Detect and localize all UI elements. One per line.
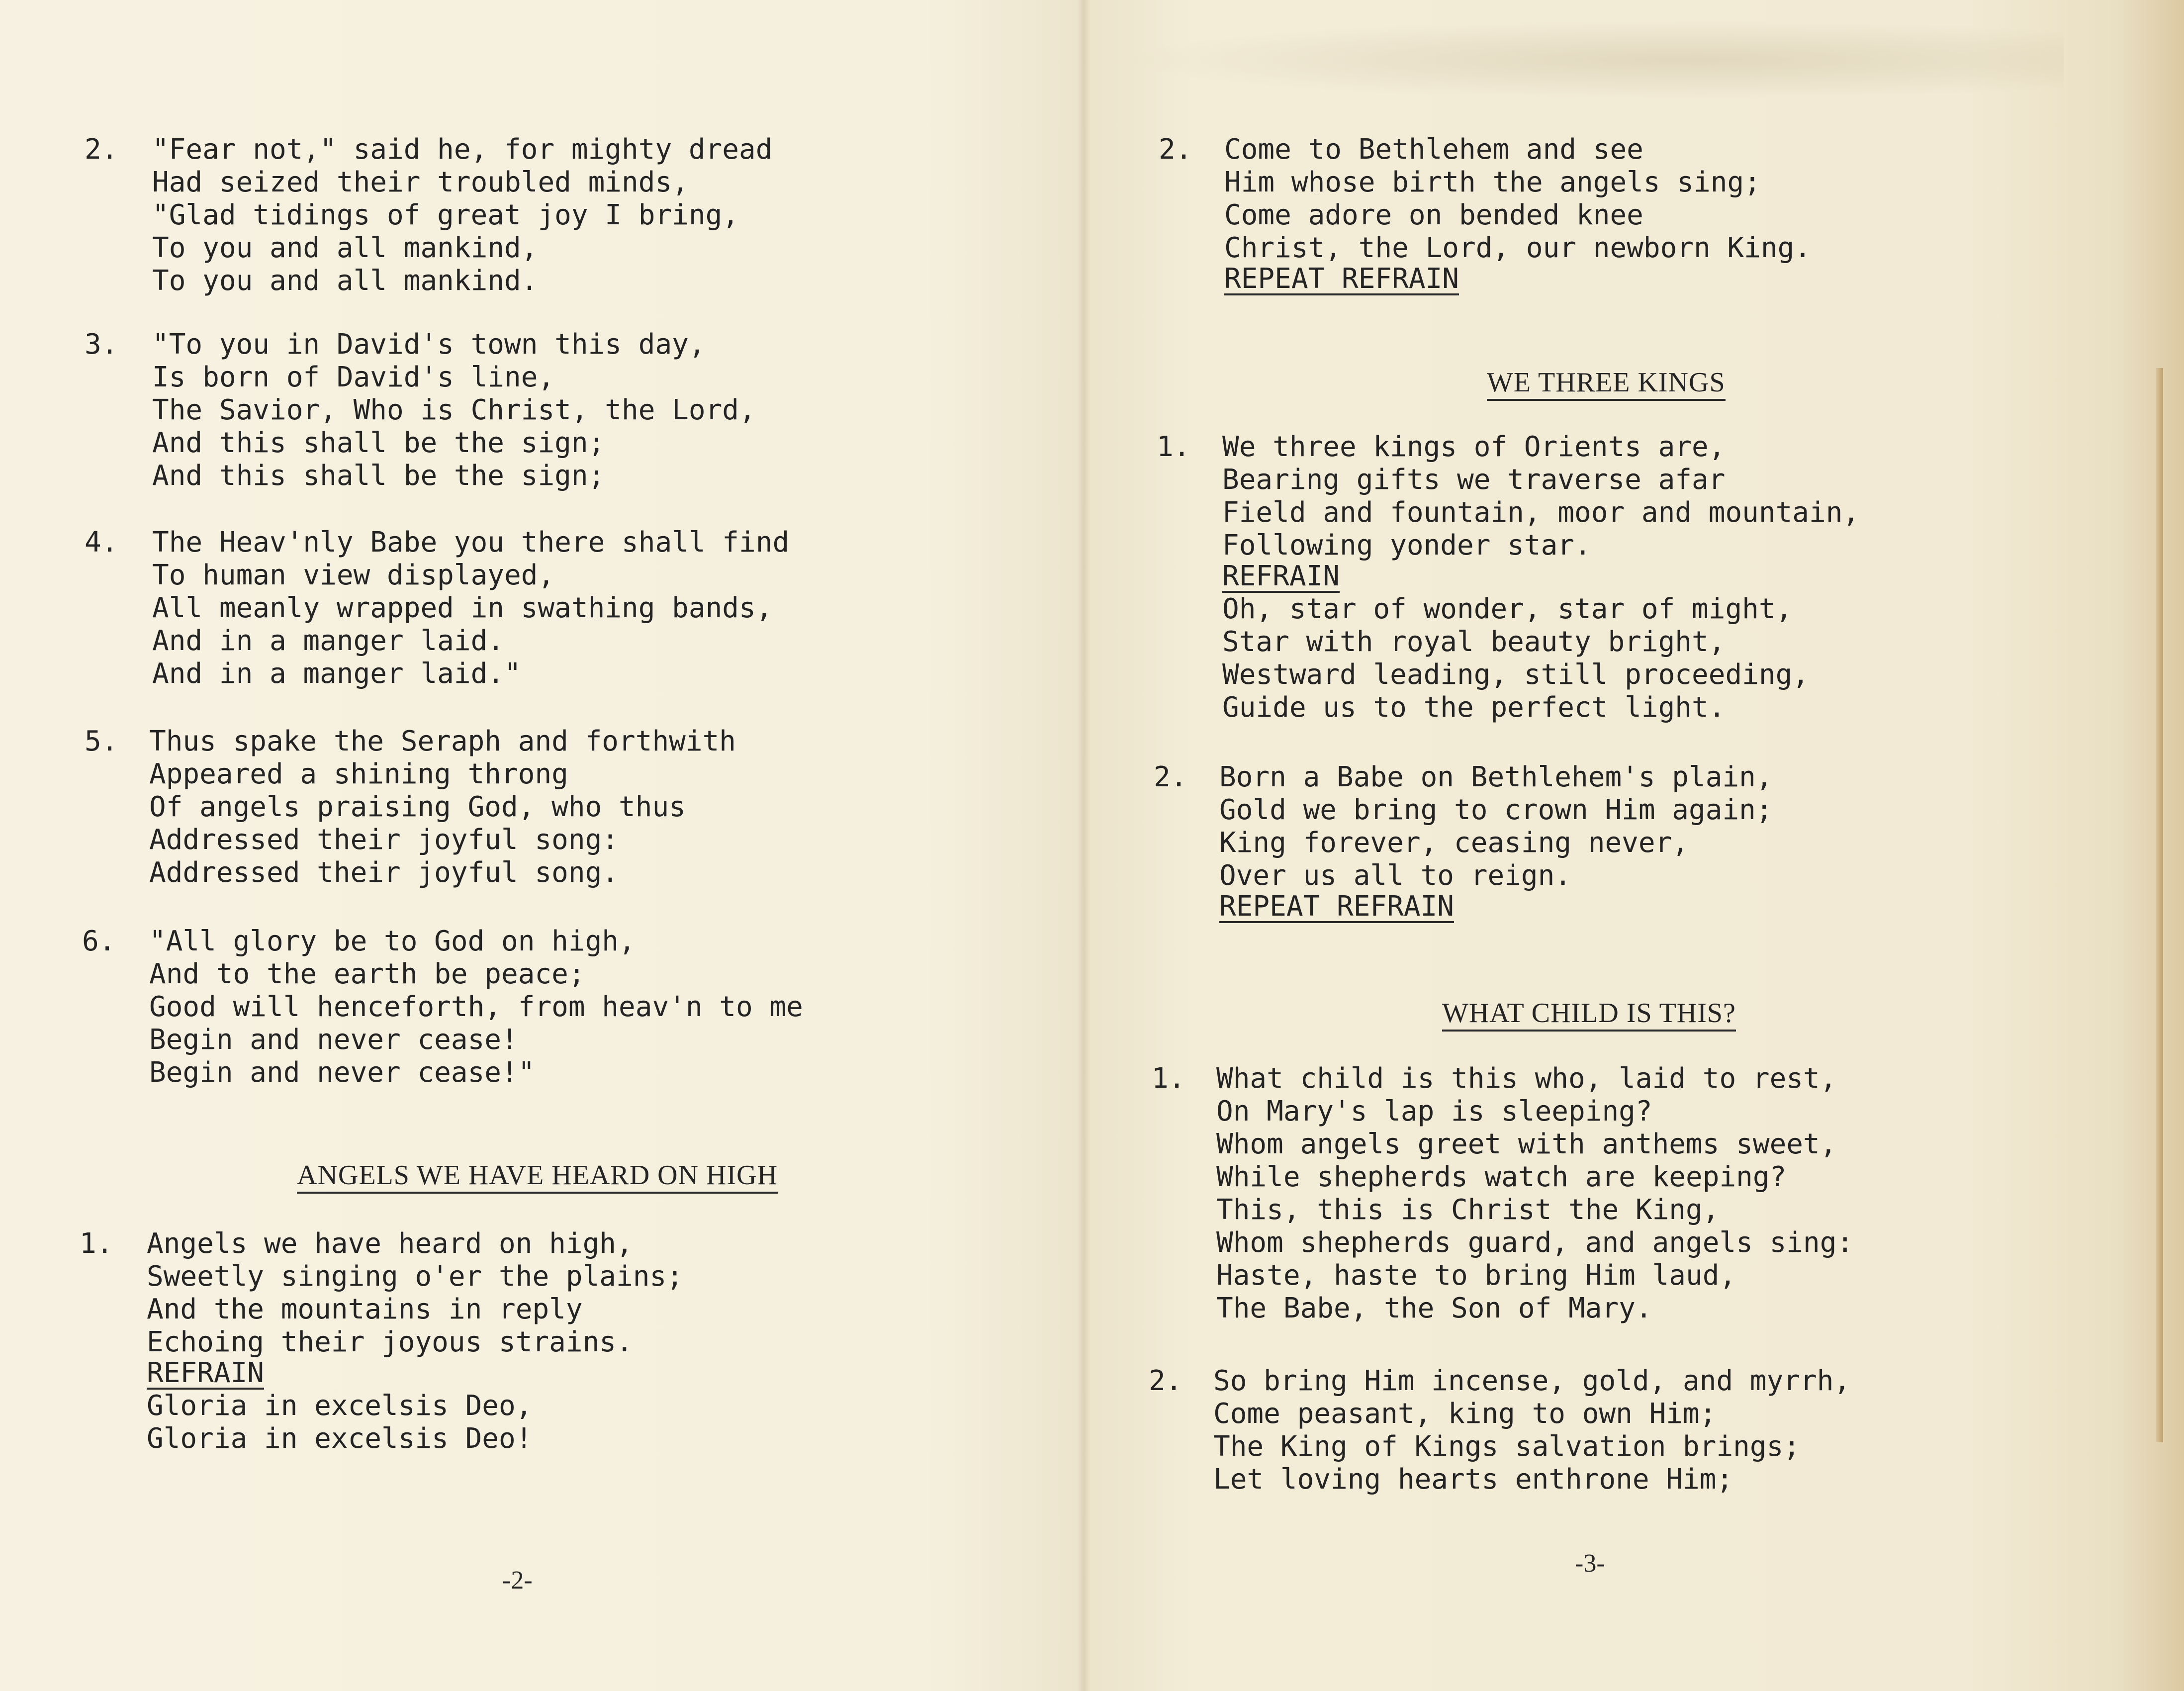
lyric-line: Haste, haste to bring Him laud, [1216,1259,1736,1292]
stanza-number: 1. [1152,1062,1185,1095]
lyric-line: Gloria in excelsis Deo! [147,1422,533,1455]
lyric-line: And the mountains in reply [147,1293,583,1325]
lyric-line: Appeared a shining throng [149,758,568,790]
lyric-line: Gold we bring to crown Him again; [1219,794,1773,826]
lyric-line: Christ, the Lord, our newborn King. [1224,232,1812,264]
lyric-line: And in a manger laid." [152,658,521,690]
stanza-number: 1. [1157,431,1190,463]
lyric-line: King forever, ceasing never, [1219,827,1689,859]
page-number-left: -2- [502,1566,533,1595]
lyric-line: Guide us to the perfect light. [1222,691,1726,724]
lyric-line: Oh, star of wonder, star of might, [1222,593,1793,625]
lyric-line: "To you in David's town this day, [152,328,706,361]
page-edge-strip [2156,368,2163,1442]
lyric-line: The Babe, the Son of Mary. [1216,1292,1652,1324]
lyric-line: Begin and never cease!" [149,1056,535,1089]
lyric-line: Star with royal beauty bright, [1222,626,1726,658]
song-title-we-three-kings: WE THREE KINGS [1487,367,1726,401]
lyric-line: The Heav'nly Babe you there shall find [152,526,790,559]
refrain-label: REFRAIN [1222,560,1340,592]
stanza-number: 6. [82,925,116,957]
page-left [0,0,1084,1691]
lyric-line: "Fear not," said he, for mighty dread [152,133,773,166]
lyric-line: The King of Kings salvation brings; [1213,1430,1801,1463]
page-right [1084,0,2184,1691]
lyric-line: Sweetly singing o'er the plains; [147,1260,683,1293]
lyric-line: Gloria in excelsis Deo, [147,1390,533,1422]
repeat-refrain-label: REPEAT REFRAIN [1224,263,1459,295]
stanza-number: 2. [1149,1365,1183,1397]
page-number-right: -3- [1575,1549,1605,1578]
lyric-line: To human view displayed, [152,559,555,591]
stanza-number: 2. [85,133,118,166]
lyric-line: Let loving hearts enthrone Him; [1213,1463,1733,1496]
lyric-line: This, this is Christ the King, [1216,1194,1720,1226]
lyric-line: Had seized their troubled minds, [152,166,689,198]
lyric-line: Addressed their joyful song. [149,856,619,889]
lyric-line: And this shall be the sign; [152,460,605,492]
lyric-line: Angels we have heard on high, [147,1227,633,1260]
lyric-line: All meanly wrapped in swathing bands, [152,592,773,624]
lyric-line: Whom shepherds guard, and angels sing: [1216,1226,1854,1259]
song-title-angels-we-have-heard-on-high: ANGELS WE HAVE HEARD ON HIGH [297,1160,778,1194]
lyric-line: Bearing gifts we traverse afar [1222,464,1726,496]
refrain-label: REFRAIN [147,1357,265,1389]
lyric-line: Is born of David's line, [152,361,555,393]
stanza-number: 4. [85,526,118,559]
repeat-refrain-label: REPEAT REFRAIN [1219,890,1455,923]
lyric-line: Following yonder star. [1222,529,1591,562]
lyric-line: "Glad tidings of great joy I bring, [152,199,739,231]
lyric-line: What child is this who, laid to rest, [1216,1062,1837,1095]
stanza-number: 1. [80,1227,113,1260]
book-gutter [1077,0,1090,1691]
lyric-line: And to the earth be peace; [149,958,585,990]
lyric-line: Thus spake the Seraph and forthwith [149,725,736,757]
lyric-line: And this shall be the sign; [152,427,605,459]
lyric-line: Come to Bethlehem and see [1224,133,1643,166]
lyric-line: Come peasant, king to own Him; [1213,1398,1717,1430]
stanza-number: 2. [1154,761,1187,793]
lyric-line: "All glory be to God on high, [149,925,636,957]
lyric-line: Come adore on bended knee [1224,199,1643,231]
lyric-line: Addressed their joyful song: [149,824,619,856]
lyric-line: Born a Babe on Bethlehem's plain, [1219,761,1773,793]
lyric-line: Echoing their joyous strains. [147,1326,633,1358]
lyric-line: Begin and never cease! [149,1024,518,1056]
stanza-number: 2. [1159,133,1192,166]
lyric-line: Of angels praising God, who thus [149,791,686,823]
paper-stain [1119,20,2064,99]
lyric-line: Over us all to reign. [1219,859,1572,892]
lyric-line: We three kings of Orients are, [1222,431,1726,463]
lyric-line: So bring Him incense, gold, and myrrh, [1213,1365,1851,1397]
lyric-line: Whom angels greet with anthems sweet, [1216,1128,1837,1160]
lyric-line: Westward leading, still proceeding, [1222,658,1810,691]
lyric-line: While shepherds watch are keeping? [1216,1161,1787,1193]
lyric-line: And in a manger laid. [152,625,505,657]
lyric-line: Him whose birth the angels sing; [1224,166,1761,198]
lyric-line: To you and all mankind, [152,232,538,264]
lyric-line: Good will henceforth, from heav'n to me [149,991,803,1023]
lyric-line: To you and all mankind. [152,265,538,297]
lyric-line: On Mary's lap is sleeping? [1216,1095,1652,1127]
song-title-what-child-is-this: WHAT CHILD IS THIS? [1442,998,1736,1032]
lyric-line: The Savior, Who is Christ, the Lord, [152,394,756,426]
lyric-line: Field and fountain, moor and mountain, [1222,496,1860,529]
stanza-number: 3. [85,328,118,361]
stanza-number: 5. [85,725,118,757]
